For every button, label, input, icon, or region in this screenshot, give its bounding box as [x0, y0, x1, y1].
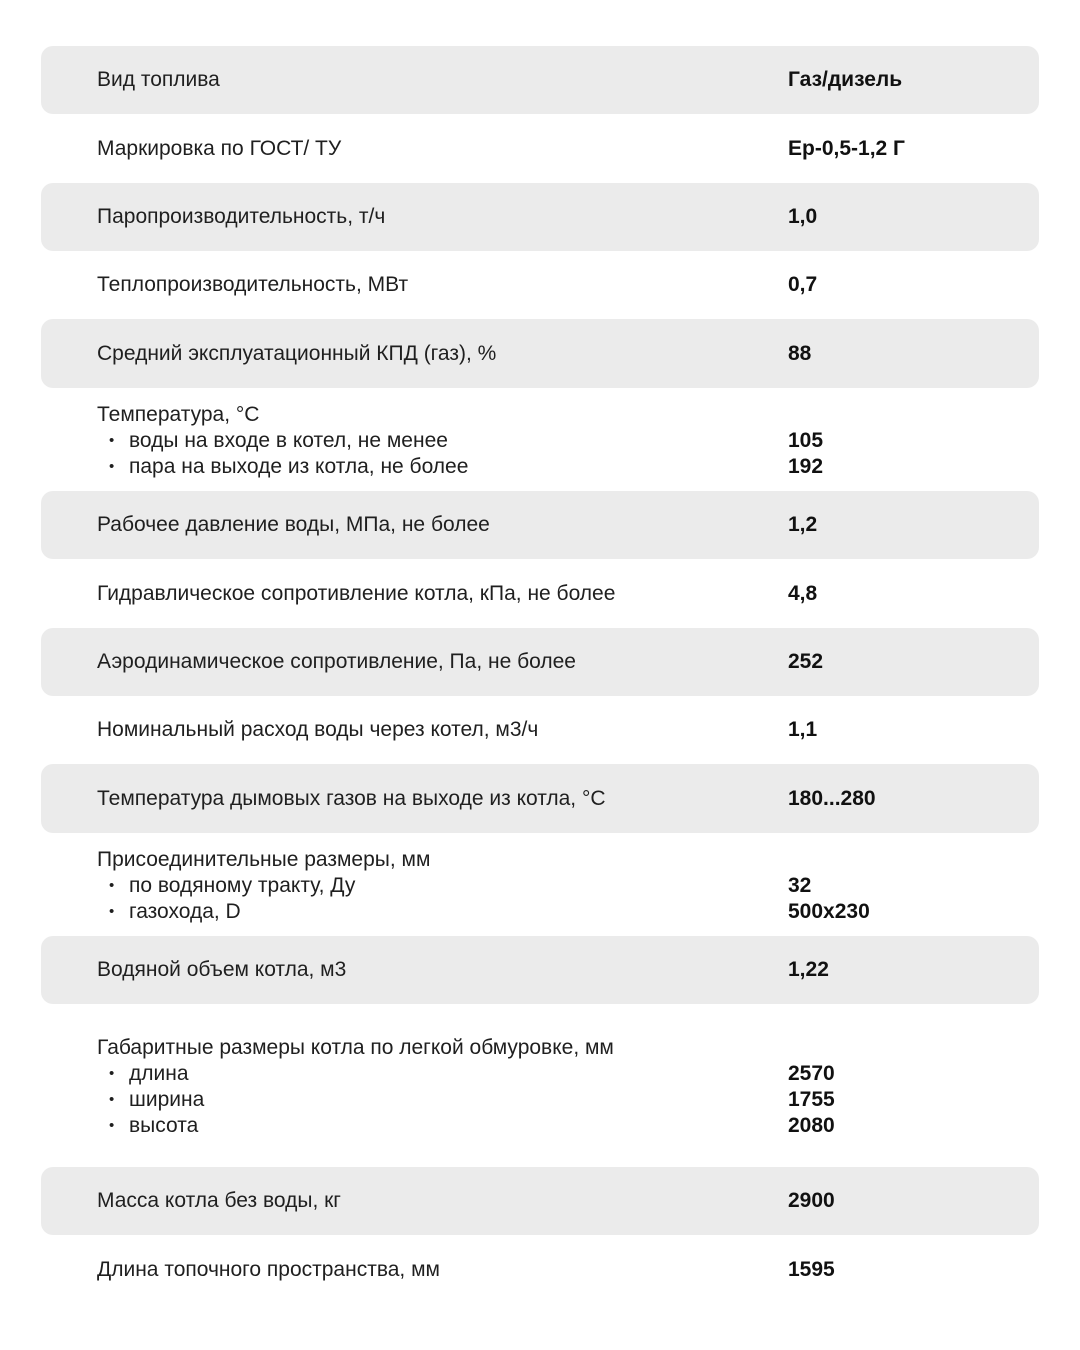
spec-label: Температура, °С — [97, 403, 260, 426]
spec-value: 2080 — [788, 1114, 835, 1137]
spec-sub-label: • пара на выходе из котла, не более — [97, 454, 717, 480]
spec-value: 2570 — [788, 1062, 835, 1085]
spec-label: Масса котла без воды, кг — [97, 1189, 341, 1212]
spec-sub-label: • воды на входе в котел, не менее — [97, 428, 717, 454]
spec-value: 1,1 — [788, 718, 818, 741]
spec-value: Газ/дизель — [788, 68, 903, 91]
spec-label: Паропроизводительность, т/ч — [97, 205, 386, 228]
spec-value: 1595 — [788, 1257, 835, 1281]
spec-row-fuel-type — [41, 46, 1039, 114]
spec-value: 1,0 — [788, 205, 818, 228]
spec-label: Габаритные размеры котла по легкой обмуровке, мм — [97, 1036, 614, 1059]
spec-value: 2900 — [788, 1189, 835, 1212]
spec-value: 500х230 — [788, 900, 870, 923]
spec-row-marking — [41, 114, 1039, 183]
spec-value: 192 — [788, 455, 824, 478]
spec-sub-label: • по водяному тракту, Ду — [97, 873, 717, 899]
spec-value: 88 — [788, 341, 812, 365]
spec-label-group — [97, 847, 717, 925]
spec-label: Гидравлическое сопротивление котла, кПа, не более — [97, 581, 616, 605]
spec-row-dimensions — [41, 1004, 1039, 1167]
spec-label: Присоединительные размеры, мм — [97, 848, 431, 871]
spec-row-water-volume — [41, 936, 1039, 1004]
spec-row-hydraulic-resistance — [41, 559, 1039, 628]
spec-label: Аэродинамическое сопротивление, Па, не более — [97, 650, 576, 673]
spec-sub-label: • газохода, D — [97, 899, 717, 925]
spec-label: Длина топочного пространства, мм — [97, 1257, 440, 1281]
spec-label: Теплопроизводительность, МВт — [97, 273, 409, 296]
spec-value: 252 — [788, 650, 824, 673]
spec-value: Ер-0,5-1,2 Г — [788, 136, 905, 160]
spec-value: 32 — [788, 874, 812, 897]
spec-row-aerodynamic-resistance — [41, 628, 1039, 696]
spec-row-heat-capacity — [41, 251, 1039, 319]
spec-row-water-flow — [41, 696, 1039, 764]
spec-row-connection-sizes — [41, 833, 1039, 936]
spec-sub-label: • ширина — [97, 1087, 717, 1113]
spec-label: Номинальный расход воды через котел, м3/ч — [97, 718, 539, 741]
spec-row-efficiency — [41, 319, 1039, 388]
spec-value: 1,2 — [788, 513, 818, 536]
spec-label-group — [97, 1035, 717, 1139]
spec-row-temperature — [41, 388, 1039, 491]
spec-label-group — [97, 402, 717, 480]
spec-value-group — [788, 847, 1018, 925]
spec-value: 0,7 — [788, 273, 818, 296]
spec-label: Рабочее давление воды, МПа, не более — [97, 513, 490, 536]
spec-row-steam-capacity — [41, 183, 1039, 251]
spec-sub-label: • длина — [97, 1061, 717, 1087]
spec-value-group — [788, 1035, 1018, 1139]
spec-value: 1,22 — [788, 958, 829, 981]
spec-label: Водяной объем котла, м3 — [97, 958, 347, 981]
spec-value: 180...280 — [788, 786, 876, 810]
spec-row-flue-gas-temperature — [41, 764, 1039, 833]
spec-label: Вид топлива — [97, 68, 220, 91]
spec-value: 105 — [788, 429, 824, 452]
spec-sub-label: • высота — [97, 1113, 717, 1139]
spec-label: Температура дымовых газов на выходе из котла, °С — [97, 786, 606, 810]
spec-label: Средний эксплуатационный КПД (газ), % — [97, 341, 497, 365]
spec-row-furnace-length — [41, 1235, 1039, 1304]
spec-row-working-pressure — [41, 491, 1039, 559]
spec-value-group — [788, 402, 1018, 480]
spec-value: 1755 — [788, 1088, 835, 1111]
spec-row-dry-weight — [41, 1167, 1039, 1235]
spec-label: Маркировка по ГОСТ/ ТУ — [97, 136, 342, 160]
spec-value: 4,8 — [788, 581, 818, 605]
